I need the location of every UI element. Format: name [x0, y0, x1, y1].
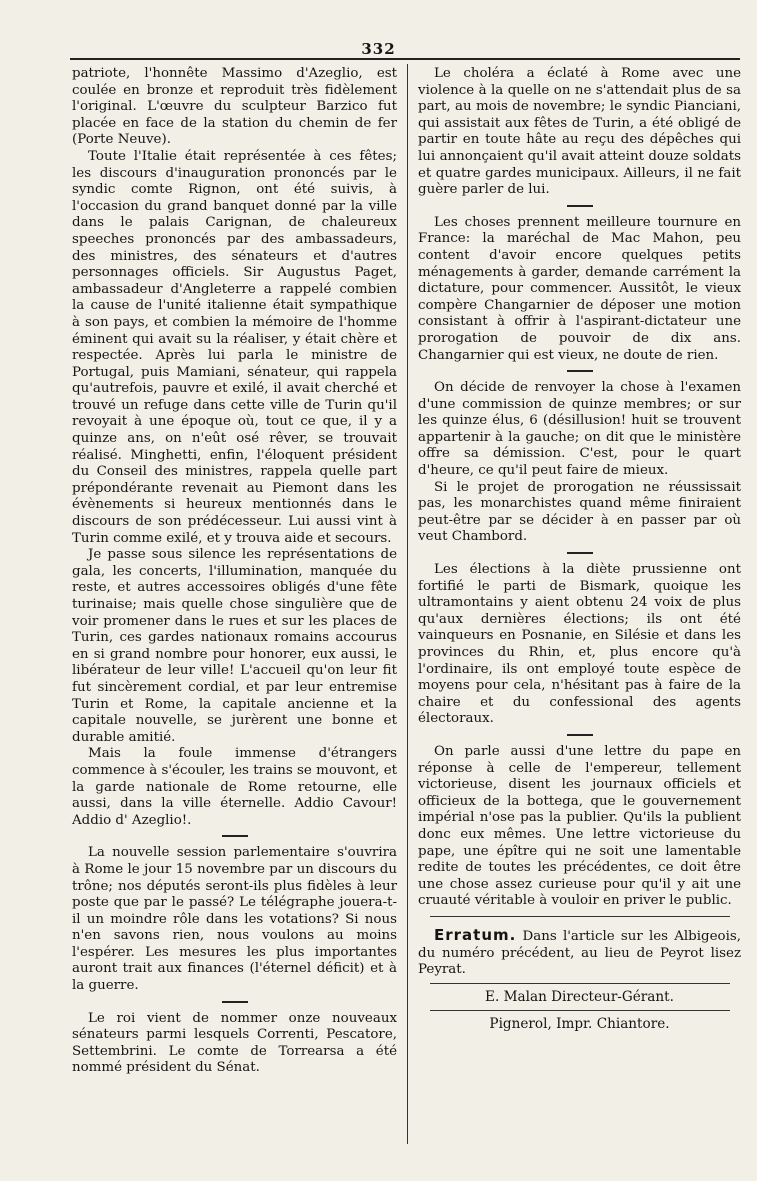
right-column — [418, 66, 741, 1033]
page-number: 332 — [361, 40, 396, 58]
column-divider — [407, 64, 408, 1144]
article-paragraph: Mais la foule immense d'étrangers commence à s'écouler, les trains se mouvont, et la garde nationale de Rome retourne, elle aussi, dans la ville éternelle. Addio Cavour! Addio d' Azeglio!. — [72, 746, 397, 828]
erratum-rule — [430, 916, 730, 917]
article-paragraph: Le choléra a éclaté à Rome avec une violence à la quelle on ne s'attendait plus de sa part, au mois de novembre; le syndic Pianciani, qui assistait aux fêtes de Turin, a été obligé de partir en toute hâte au reçu des dépêches qui lui annonçaient qu'il avait atteint douze soldats et quatre gardes municipaux. Ailleurs, il ne fait guère parler de lui. — [418, 66, 741, 198]
imprint-manager: E. Malan Directeur-Gérant. — [485, 988, 674, 1005]
erratum-text: Dans l'article sur les Albigeois, du numéro précédent, au lieu de Peyrot lisez Peyrat. — [418, 928, 741, 978]
article-paragraph: Le roi vient de nommer onze nouveaux sénateurs parmi lesquels Correnti, Pescatore, Settembrini. Le comte de Torrearsa a été nommé président du Sénat. — [72, 1010, 397, 1076]
imprint-printer: Pignerol, Impr. Chiantore. — [489, 1015, 670, 1032]
header-rule — [70, 58, 740, 60]
article-paragraph: Les choses prennent meilleure tournure en France: la maréchal de Mac Mahon, peu content d'avoir encore quelques petits ménagements à garder, demande carrément la dictature, pour commencer. Aussitôt, le vieux compère Changarnier de déposer une motion consistant à offrir à l'aspirant-dictateur une prorogation de pouvoir de dix ans. Changarnier qui est vieux, ne doute de rien. — [418, 214, 741, 363]
article-paragraph: Toute l'Italie était représentée à ces fêtes; les discours d'inauguration prononcés par le syndic comte Rignon, ont été suivis, à l'occasion du grand banquet donné par la ville dans le palais Carignan, de chaleureux speeches prononcés par des ambassadeurs, des ministres, des sénateurs et d'autres personnages officiels. Sir Augustus Paget, ambassadeur d'Angleterre a rappelé combien la cause de l'unité italienne était sympathique à son pays, et combien la mémoire de l'homme éminent qui avait su la réaliser, y était chère et respectée. Après lui parla le ministre de Portugal, puis Mamiani, sénateur, qui rappela qu'autrefois, pauvre et exilé, il avait cherché et trouvé un refuge dans cette ville de Turin qu'il revoyait à une époque où, tout ce que, il y a quinze ans, on n'eût osé rêver, se trouvait réalisé. Minghetti, enfin, l'éloquent président du Conseil des ministres, rappela quelle part prépondérante revenait au Piemont dans les évènements si heureux mentionnés dans le discours de son prédécesseur. Lui aussi vint à Turin comme exilé, et y trouva aide et secours. — [72, 148, 397, 546]
article-paragraph: patriote, l'honnête Massimo d'Azeglio, est coulée en bronze et reproduit très fidèlement l'original. L'œuvre du sculpteur Barzico fut placée en face de la station du chemin de fer (Porte Neuve). — [72, 66, 397, 148]
section-separator — [567, 734, 593, 736]
section-separator — [567, 552, 593, 554]
article-paragraph: On décide de renvoyer la chose à l'examen d'une commission de quinze membres; or sur les quinze élus, 6 (désillusion! huit se trouvent appartenir à la gauche; on dit que le ministère offre sa démission. C'est, pour le quart d'heure, ce qu'il peut faire de mieux. — [418, 380, 741, 479]
article-paragraph: Si le projet de prorogation ne réussissait pas, les monarchistes quand même finiraient peut-être par se décider à en passer par où veut Chambord. — [418, 479, 741, 545]
section-separator — [222, 1001, 248, 1003]
section-separator — [567, 370, 593, 372]
section-separator — [222, 835, 248, 837]
section-separator — [567, 205, 593, 207]
article-paragraph: Je passe sous silence les représentations de gala, les concerts, l'illumination, manquée du reste, et autres accessoires obligés d'une fête turinaise; mais quelle chose singulière que de voir promener dans le rues et sur les places de Turin, ces gardes nationaux romains accourus en si grand nombre pour honorer, eux aussi, le libérateur de leur ville! L'accueil qu'on leur fit fut sincèrement cordial, et par leur entremise Turin et Rome, la capitale ancienne et la capitale nouvelle, se jurèrent une bonne et durable amitié. — [72, 547, 397, 745]
article-paragraph: On parle aussi d'une lettre du pape en réponse à celle de l'empereur, tellement victorieuse, disent les journaux officiels et officieux de la bottega, que le gouvernement impérial n'ose pas la publier. Qu'ils la publient donc eux mêmes. Une lettre victorieuse du pape, une épître qui ne soit une lamentable redite de toutes les précédentes, ce doit être une chose assez curieuse pour qu'il y ait une cruauté véritable à vouloir en priver le public. — [418, 743, 741, 909]
erratum-label: Erratum. — [434, 925, 517, 944]
imprint-rule — [430, 983, 730, 984]
article-paragraph: Les élections à la diète prussienne ont fortifié le parti de Bismark, quoique les ultramontains y aient obtenu 24 voix de plus qu'aux dernières élections; ils ont été vainqueurs en Posnanie, en Silésie et dans les provinces du Rhin, et, plus encore qu'à l'ordinaire, ils ont employé toute espèce de moyens pour cela, n'hésitant pas à faire de la chaire et du confessional des agents électoraux. — [418, 562, 741, 727]
article-paragraph: La nouvelle session parlementaire s'ouvrira à Rome le jour 15 novembre par un discours du trône; nos députés seront-ils plus fidèles à leur poste que par le passé? Le télégraphe jouera-t-il un moindre rôle dans les votations? Si nous n'en savons rien, nous voulons au moins l'espérer. Les mesures les plus importantes auront trait aux finances (l'éternel déficit) et à la guerre. — [72, 845, 397, 994]
imprint-rule — [430, 1010, 730, 1011]
left-column — [72, 66, 397, 1077]
erratum-notice — [418, 927, 741, 979]
